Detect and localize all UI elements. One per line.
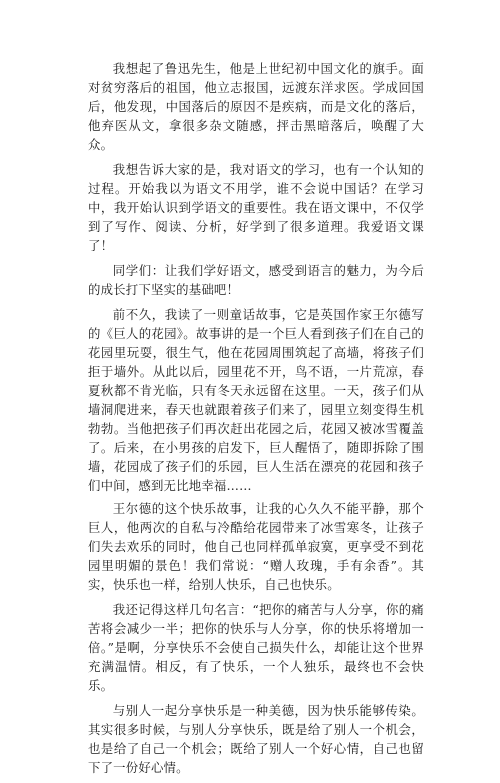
paragraph-learning-chinese: 我想告诉大家的是，我对语文的学习，也有一个认知的过程。开始我以为语文不用学，谁不会说中国话？在学习中，我开始认识到学语文的重要性。我在语文课中，不仅学到了写作、阅读、分析，好学到了很多道理。我爱语文课了！	[88, 162, 424, 253]
paragraph-giants-garden: 前不久，我读了一则童话故事，它是英国作家王尔德写的《巨人的花园》。故事讲的是一个巨人看到孩子们在自己的花园里玩耍，很生气，他在花园周围筑起了高墙，将孩子们拒于墙外。从此以后，园里花不开，鸟不语，一片荒凉，春夏秋都不肯光临，只有冬天永远留在这里。一天，孩子们从墙洞爬进来，春天也就跟着孩子们来了，园里立刻变得生机勃勃。当他把孩子们再次赶出花园之后，花园又被冰雪覆盖了。后来，在小男孩的启发下，巨人醒悟了，随即拆除了围墙，花园成了孩子们的乐园，巨人生活在漂亮的花园和孩子们中间，感到无比地幸福……	[88, 307, 424, 493]
paragraph-wilde-reflection: 王尔德的这个快乐故事，让我的心久久不能平静，那个巨人，他两次的自私与冷酷给花园带来了冰雪寒冬，让孩子们失去欢乐的同时，他自己也同样孤单寂寞，更享受不到花园里明媚的景色！我们常说：“赠人玫瑰，手有余香”。其实，快乐也一样，给别人快乐，自己也快乐。	[88, 501, 424, 592]
paragraph-sharing-happiness: 与别人一起分享快乐是一种美德，因为快乐能够传染。其实很多时候，与别人分享快乐，既是给了别人一个机会，也是给了自己一个机会；既给了别人一个好心情，自己也留下了一份好心情。	[88, 703, 424, 775]
paragraph-lu-xun: 我想起了鲁迅先生，他是上世纪初中国文化的旗手。面对贫穷落后的祖国，他立志报国，远渡东洋求医。学成回国后，他发现，中国落后的原因不是疾病，而是文化的落后，他弃医从文，拿很多杂文随感，抨击黑暗落后，唤醒了大众。	[88, 61, 424, 152]
paragraph-quotes: 我还记得这样几句名言：“把你的痛苦与人分享，你的痛苦将会减少一半；把你的快乐与人分享，你的快乐将增加一倍。”是啊，分享快乐不会使自己损失什么，却能让这个世界充满温情。相反，有了快乐，一个人独乐，最终也不会快乐。	[88, 602, 424, 693]
document-body	[88, 59, 424, 783]
paragraph-call-to-classmates: 同学们：让我们学好语文，感受到语言的魅力，为今后的成长打下坚实的基础吧！	[88, 263, 424, 297]
